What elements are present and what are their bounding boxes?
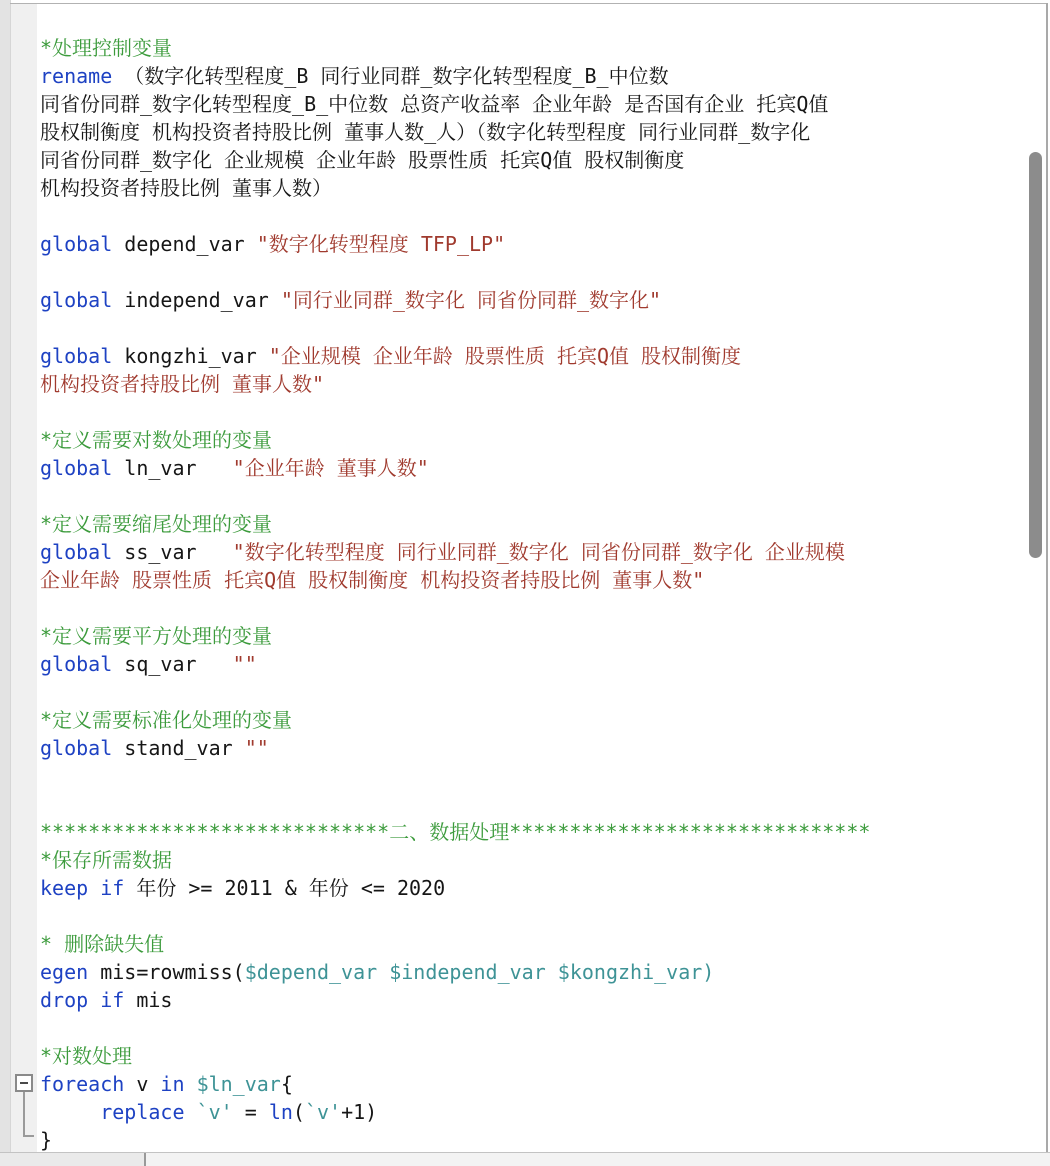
- code-segment-keyword: global: [40, 344, 113, 368]
- code-line: [40, 594, 1040, 622]
- code-segment-keyword: replace: [100, 1100, 185, 1124]
- code-segment-plain: }: [40, 1128, 53, 1152]
- code-line: [40, 1042, 1040, 1070]
- code-segment-plain: [185, 1100, 197, 1124]
- code-segment-global: $ln_var: [196, 1072, 281, 1096]
- code-line: [40, 370, 1040, 398]
- code-segment-string: 机构投资者持股比例 董事人数": [40, 372, 325, 396]
- code-line: [40, 426, 1040, 454]
- code-segment-plain: 年份 >= 2011 & 年份 <= 2020: [124, 876, 446, 900]
- code-line: [40, 902, 1040, 930]
- code-segment-plain: [40, 1100, 100, 1124]
- code-segment-plain: [88, 876, 100, 900]
- code-line: [40, 286, 1040, 314]
- code-segment-plain: {: [280, 1072, 293, 1096]
- code-line: [40, 174, 1040, 202]
- code-line: [40, 622, 1040, 650]
- code-line: [40, 314, 1040, 342]
- editor-left-margin: [0, 0, 11, 1152]
- code-segment-plain: 股权制衡度 机构投资者持股比例 董事人数_人）（数字化转型程度 同行业同群_数字化: [40, 120, 811, 144]
- code-segment-plain: 机构投资者持股比例 董事人数）: [40, 176, 333, 200]
- code-segment-comment: *定义需要对数处理的变量: [40, 428, 273, 452]
- code-line: [40, 342, 1040, 370]
- code-folding-gutter: [11, 4, 37, 1152]
- code-line: [40, 762, 1040, 790]
- code-line: [40, 846, 1040, 874]
- fold-collapse-button[interactable]: [15, 1074, 33, 1092]
- code-segment-plain: +1): [341, 1100, 378, 1124]
- editor-right-border: [1046, 3, 1048, 1152]
- code-line: [40, 650, 1040, 678]
- code-segment-keyword: rename: [40, 64, 113, 88]
- code-segment-plain: ln_var: [112, 456, 233, 480]
- code-line: [40, 482, 1040, 510]
- code-line: [40, 398, 1040, 426]
- code-line: [40, 706, 1040, 734]
- code-segment-plain: 同省份同群_数字化 企业规模 企业年龄 股票性质 托宾Q值 股权制衡度: [40, 148, 685, 172]
- code-line: [40, 1098, 1040, 1126]
- code-segment-plain: ss_var: [112, 540, 233, 564]
- code-line: [40, 202, 1040, 230]
- code-segment-keyword: foreach: [40, 1072, 125, 1096]
- bottom-pane-left-segment: [0, 1153, 144, 1166]
- code-segment-plain: （数字化转型程度_B 同行业同群_数字化转型程度_B_中位数: [112, 64, 669, 88]
- code-line: [40, 678, 1040, 706]
- code-segment-keyword: global: [40, 540, 113, 564]
- code-line: [40, 454, 1040, 482]
- code-line: [40, 958, 1040, 986]
- code-segment-plain: 同省份同群_数字化转型程度_B_中位数 总资产收益率 企业年龄 是否国有企业 托宾Q值: [40, 92, 829, 116]
- code-segment-string: "": [244, 736, 269, 760]
- code-segment-plain: v: [124, 1072, 161, 1096]
- code-line: [40, 790, 1040, 818]
- code-segment-comment: *****************************二、数据处理******************************: [40, 820, 871, 844]
- code-line: [40, 62, 1040, 90]
- code-line: [40, 1126, 1040, 1154]
- code-line: [40, 1070, 1040, 1098]
- code-line: [40, 1014, 1040, 1042]
- code-segment-global: `v': [196, 1100, 233, 1124]
- code-line: [40, 510, 1040, 538]
- code-segment-string: "企业规模 企业年龄 股票性质 托宾Q值 股权制衡度: [268, 344, 742, 368]
- code-segment-comment: * 删除缺失值: [40, 932, 165, 956]
- code-segment-plain: (: [292, 1100, 305, 1124]
- pane-divider[interactable]: [144, 1153, 146, 1166]
- code-segment-comment: *定义需要缩尾处理的变量: [40, 512, 273, 536]
- code-line: [40, 566, 1040, 594]
- code-segment-comment: *定义需要标准化处理的变量: [40, 708, 293, 732]
- code-segment-plain: [185, 1072, 197, 1096]
- code-segment-string: "企业年龄 董事人数": [232, 456, 429, 480]
- editor-top-border: [10, 3, 1048, 4]
- code-segment-global: `v': [304, 1100, 342, 1124]
- code-line: [40, 930, 1040, 958]
- code-segment-plain: =: [232, 1100, 269, 1124]
- fold-region-line: [23, 1092, 25, 1135]
- code-segment-global: $depend_var $independ_var $kongzhi_var): [244, 960, 715, 984]
- code-segment-plain: kongzhi_var: [112, 344, 269, 368]
- minus-icon: [20, 1082, 28, 1084]
- vertical-scrollbar-thumb[interactable]: [1029, 152, 1042, 558]
- code-segment-keyword: if: [100, 988, 125, 1012]
- code-segment-plain: depend_var: [112, 232, 257, 256]
- code-segment-plain: mis=rowmiss(: [88, 960, 245, 984]
- code-line: [40, 818, 1040, 846]
- code-segment-keyword: global: [40, 232, 113, 256]
- code-segment-keyword: keep: [40, 876, 89, 900]
- code-editor[interactable]: [40, 34, 1040, 1154]
- code-segment-string: "数字化转型程度 TFP_LP": [256, 232, 506, 256]
- code-segment-keyword: global: [40, 456, 113, 480]
- code-segment-plain: stand_var: [112, 736, 245, 760]
- code-segment-plain: mis: [124, 988, 173, 1012]
- code-segment-string: "数字化转型程度 同行业同群_数字化 同省份同群_数字化 企业规模: [232, 540, 845, 564]
- code-line: [40, 34, 1040, 62]
- bottom-pane-strip: [0, 1152, 1050, 1166]
- code-line: [40, 146, 1040, 174]
- code-line: [40, 90, 1040, 118]
- code-segment-plain: sq_var: [112, 652, 233, 676]
- code-segment-keyword: if: [100, 876, 125, 900]
- code-segment-comment: *对数处理: [40, 1044, 133, 1068]
- code-line: [40, 538, 1040, 566]
- code-segment-string: "同行业同群_数字化 同省份同群_数字化": [280, 288, 662, 312]
- code-line: [40, 230, 1040, 258]
- fold-region-end-tick: [23, 1135, 34, 1137]
- code-line: [40, 986, 1040, 1014]
- code-line: [40, 118, 1040, 146]
- code-segment-plain: [88, 988, 100, 1012]
- code-segment-string: "": [232, 652, 257, 676]
- code-segment-keyword: ln: [268, 1100, 293, 1124]
- code-segment-keyword: global: [40, 288, 113, 312]
- code-segment-comment: *保存所需数据: [40, 848, 173, 872]
- code-segment-comment: *定义需要平方处理的变量: [40, 624, 273, 648]
- code-line: [40, 734, 1040, 762]
- code-segment-keyword: egen: [40, 960, 89, 984]
- code-segment-string: 企业年龄 股票性质 托宾Q值 股权制衡度 机构投资者持股比例 董事人数": [40, 568, 705, 592]
- code-segment-keyword: drop: [40, 988, 89, 1012]
- code-segment-plain: independ_var: [112, 288, 281, 312]
- code-segment-keyword: in: [160, 1072, 185, 1096]
- code-line: [40, 258, 1040, 286]
- code-line: [40, 874, 1040, 902]
- code-segment-comment: *处理控制变量: [40, 36, 173, 60]
- code-segment-keyword: global: [40, 736, 113, 760]
- code-segment-keyword: global: [40, 652, 113, 676]
